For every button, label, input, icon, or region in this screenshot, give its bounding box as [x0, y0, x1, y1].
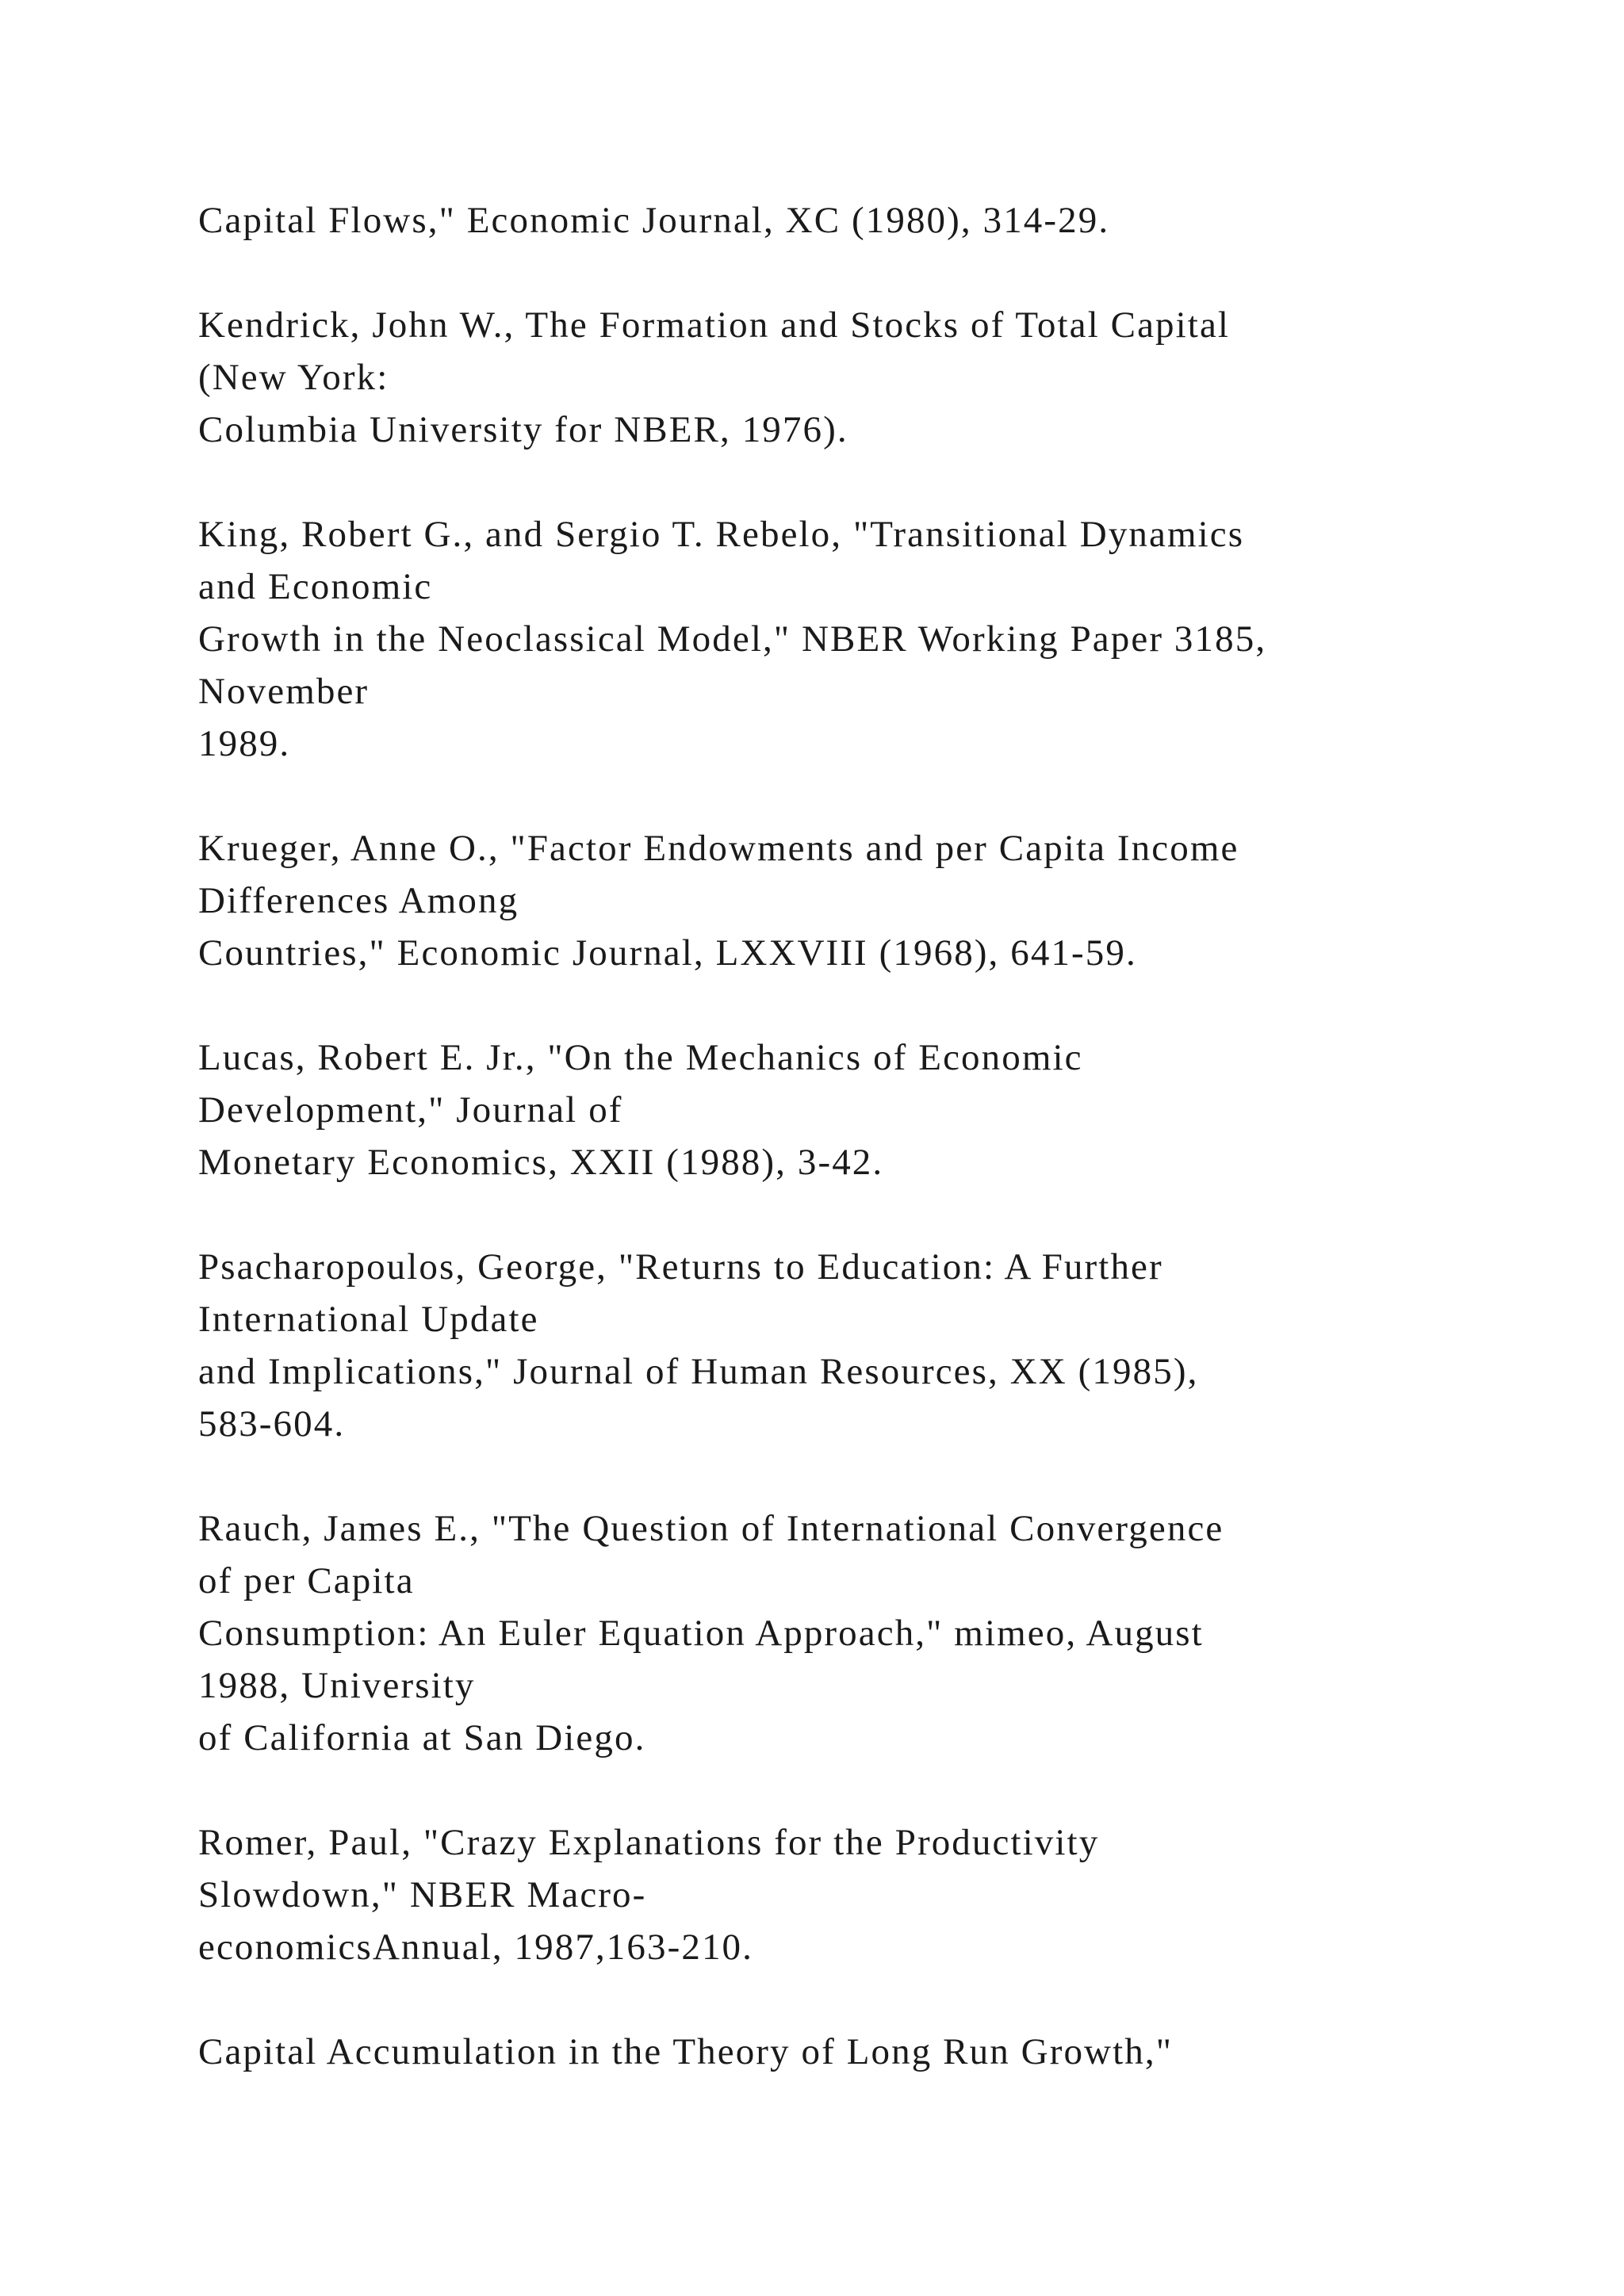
reference-line: Monetary Economics, XXII (1988), 3-42.	[198, 1142, 884, 1183]
reference-line: International Update	[198, 1299, 539, 1340]
reference-line: Differences Among	[198, 880, 519, 921]
reference-line: of California at San Diego.	[198, 1717, 646, 1758]
reference-entry	[198, 299, 1507, 456]
reference-line: Consumption: An Euler Equation Approach," mimeo, August	[198, 1613, 1204, 1654]
reference-entry	[198, 2026, 1507, 2078]
reference-entry	[198, 1502, 1507, 1764]
reference-line: economicsAnnual, 1987,163-210.	[198, 1927, 754, 1968]
reference-line: (New York:	[198, 357, 389, 398]
reference-line: of per Capita	[198, 1560, 415, 1601]
reference-entry	[198, 822, 1507, 979]
reference-line: 1989.	[198, 723, 291, 764]
reference-line: Capital Accumulation in the Theory of Long Run Growth,"	[198, 2031, 1173, 2072]
reference-line: and Implications," Journal of Human Resources, XX (1985),	[198, 1351, 1199, 1392]
reference-line: Growth in the Neoclassical Model," NBER Working Paper 3185,	[198, 618, 1267, 660]
reference-entry	[198, 1241, 1507, 1450]
reference-line: November	[198, 671, 370, 712]
reference-line: Countries," Economic Journal, LXXVIII (1968), 641-59.	[198, 932, 1137, 974]
reference-line: King, Robert G., and Sergio T. Rebelo, "Transitional Dynamics	[198, 514, 1245, 555]
reference-line: Krueger, Anne O., "Factor Endowments and per Capita Income	[198, 828, 1239, 869]
reference-line: Capital Flows," Economic Journal, XC (1980), 314-29.	[198, 200, 1110, 241]
reference-entry	[198, 194, 1507, 247]
reference-line: Development," Journal of	[198, 1089, 623, 1131]
reference-line: Slowdown," NBER Macro-	[198, 1874, 647, 1915]
reference-line: Kendrick, John W., The Formation and Stocks of Total Capital	[198, 304, 1231, 346]
reference-entry	[198, 508, 1507, 770]
reference-line: 583-604.	[198, 1403, 346, 1445]
reference-entry	[198, 1816, 1507, 1973]
reference-line: 1988, University	[198, 1665, 476, 1706]
reference-line: Columbia University for NBER, 1976).	[198, 409, 848, 450]
reference-entry	[198, 1031, 1507, 1188]
reference-line: Lucas, Robert E. Jr., "On the Mechanics of Economic	[198, 1037, 1083, 1078]
reference-line: Psacharopoulos, George, "Returns to Education: A Further	[198, 1246, 1163, 1288]
reference-list	[198, 194, 1507, 2130]
reference-line: and Economic	[198, 566, 433, 607]
reference-line: Rauch, James E., "The Question of International Convergence	[198, 1508, 1224, 1549]
reference-line: Romer, Paul, "Crazy Explanations for the Productivity	[198, 1822, 1100, 1863]
